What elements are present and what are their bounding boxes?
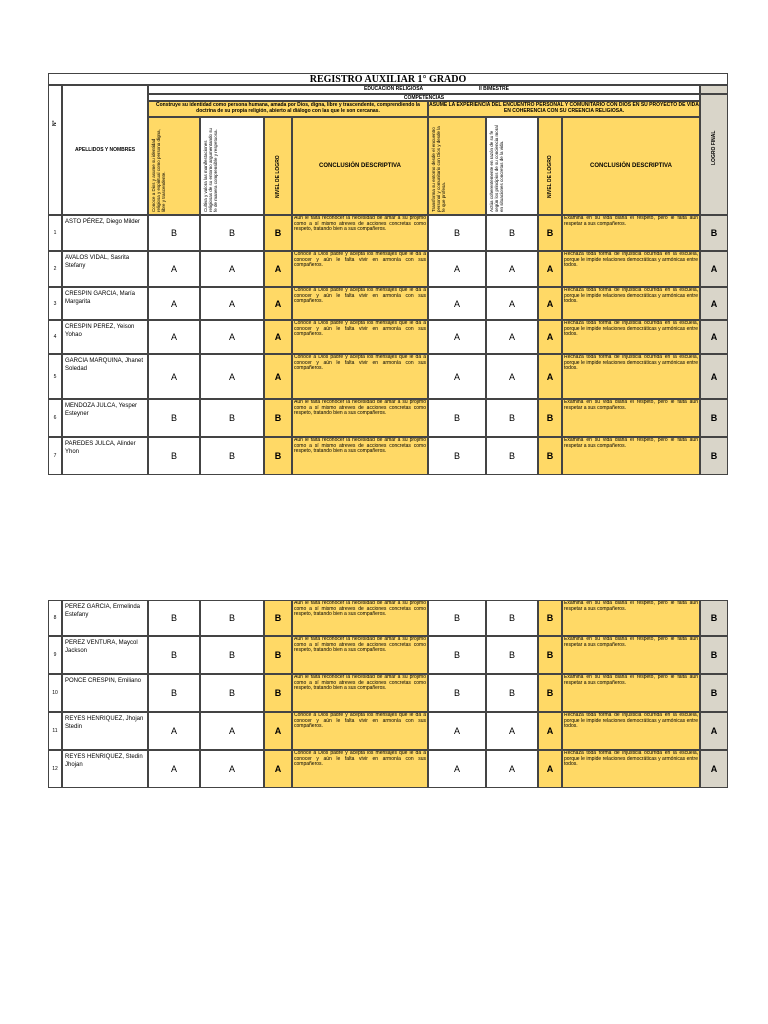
- grade-1a: A: [148, 287, 200, 320]
- nivel-2: B: [538, 399, 562, 437]
- grade-2b: A: [486, 251, 538, 287]
- final-header: LOGRO FINAL: [700, 94, 728, 215]
- student-number: 3: [48, 287, 62, 320]
- nivel-1: B: [264, 437, 292, 475]
- table-row: [48, 320, 728, 354]
- grade-1b: A: [200, 320, 264, 354]
- conclusion-1: Aún le falta reconocer la necesidad de amar a su prójimo como a sí mismo atreves de acciones concretas como respeto, tratando bien a sus compañeros.: [292, 399, 428, 437]
- nivel-1: B: [264, 399, 292, 437]
- nivel-2: A: [538, 251, 562, 287]
- student-number: 9: [48, 636, 62, 674]
- grade-1b: A: [200, 750, 264, 788]
- conclusion-1: Conoce a Dios padre y acepta los mensajes que le da a conocer y aún le falta vivir en armonía con sus compañeros.: [292, 750, 428, 788]
- grade-2b: B: [486, 636, 538, 674]
- grade-1b: B: [200, 215, 264, 251]
- grade-2a: A: [428, 320, 486, 354]
- nivel-1: A: [264, 287, 292, 320]
- names-header: APELLIDOS Y NOMBRES: [62, 85, 148, 215]
- student-name: CRESPIN PEREZ, Yeison Yohao: [62, 320, 148, 354]
- title-row: [48, 73, 728, 85]
- capacity-1a: Conoce a Dios y asume su identidad religiosa y espiritual como persona digna, libre y trascendente.: [148, 117, 200, 215]
- register-sheet-2: [48, 600, 728, 788]
- grade-1b: A: [200, 354, 264, 399]
- nivel-logro-1: NIVEL DE LOGRO: [264, 117, 292, 215]
- nivel-1: B: [264, 674, 292, 712]
- conclusion-1: Conoce a Dios padre y acepta los mensajes que le da a conocer y aún le falta vivir en armonía con sus compañeros.: [292, 354, 428, 399]
- grade-2b: B: [486, 674, 538, 712]
- nivel-2: A: [538, 287, 562, 320]
- student-rows: [48, 215, 728, 475]
- grade-2b: A: [486, 287, 538, 320]
- table-row: [48, 399, 728, 437]
- nivel-2: A: [538, 320, 562, 354]
- student-number: 11: [48, 712, 62, 750]
- grade-1a: B: [148, 399, 200, 437]
- conclusion-1: Aún le falta reconocer la necesidad de amar a su prójimo como a sí mismo atreves de acciones concretas como respeto, tratando bien a sus compañeros.: [292, 674, 428, 712]
- final-grade: A: [700, 750, 728, 788]
- grade-1b: B: [200, 437, 264, 475]
- nivel-1: A: [264, 750, 292, 788]
- student-name: PONCE CRESPIN, Emiliano: [62, 674, 148, 712]
- nivel-1: A: [264, 354, 292, 399]
- student-number: 6: [48, 399, 62, 437]
- grade-2a: B: [428, 600, 486, 636]
- grade-1a: B: [148, 215, 200, 251]
- student-number: 5: [48, 354, 62, 399]
- table-row: [48, 712, 728, 750]
- competency-2: ASUME LA EXPERIENCIA DEL ENCUENTRO PERSONAL Y COMUNITARIO CON DIOS EN SU PROYECTO DE VIDA EN COHERENCIA CON SU CREENCIA RELIGIOSA.: [428, 101, 700, 117]
- student-name: ASTO PÉREZ, Diego Milder: [62, 215, 148, 251]
- student-name: REYES HENRIQUEZ, Jhojan Stedin: [62, 712, 148, 750]
- nivel-2: A: [538, 750, 562, 788]
- grade-2a: A: [428, 251, 486, 287]
- competencias-label: COMPETENCIAS: [148, 94, 700, 101]
- grade-2a: A: [428, 750, 486, 788]
- student-name: PAREDES JULCA, Alinder Yhon: [62, 437, 148, 475]
- table-header: [48, 85, 728, 215]
- conclusion-2: Examina en su vida diaria el respeto, pero le falta aún respetar a sus compañeros.: [562, 600, 700, 636]
- student-name: REYES HENRIQUEZ, Stedin Jhojan: [62, 750, 148, 788]
- grade-2a: A: [428, 712, 486, 750]
- grade-1b: B: [200, 600, 264, 636]
- nivel-2: B: [538, 600, 562, 636]
- grade-2a: B: [428, 636, 486, 674]
- grade-1b: A: [200, 712, 264, 750]
- nivel-2: A: [538, 712, 562, 750]
- table-row: [48, 437, 728, 475]
- student-number: 10: [48, 674, 62, 712]
- conclusion-2: Rechaza toda forma de injusticia ocurrida en la escuela, porque le impide relaciones democráticas y armónicas entre todos.: [562, 320, 700, 354]
- conclusion-1: Aún le falta reconocer la necesidad de amar a su prójimo como a sí mismo atreves de acciones concretas como respeto, tratando bien a sus compañeros.: [292, 215, 428, 251]
- grade-2a: A: [428, 287, 486, 320]
- final-grade: A: [700, 287, 728, 320]
- student-name: AVALOS VIDAL, Sasrita Stefany: [62, 251, 148, 287]
- final-grade: B: [700, 437, 728, 475]
- capacity-1b: Cultiva y valora las manifestaciones religiosas de su entorno argumentando su fe de manera comprensible y respetuosa.: [200, 117, 264, 215]
- conclusion-2: Examina en su vida diaria el respeto, pero le falta aún respetar a sus compañeros.: [562, 636, 700, 674]
- student-number: 7: [48, 437, 62, 475]
- student-number: 1: [48, 215, 62, 251]
- grade-1b: B: [200, 674, 264, 712]
- student-number: 4: [48, 320, 62, 354]
- final-grade: A: [700, 712, 728, 750]
- conclusion-1: Conoce a Dios padre y acepta los mensajes que le da a conocer y aún le falta vivir en armonía con sus compañeros.: [292, 712, 428, 750]
- nivel-2: B: [538, 674, 562, 712]
- grade-2b: A: [486, 750, 538, 788]
- grade-1a: B: [148, 437, 200, 475]
- register-sheet-1: [48, 73, 728, 475]
- grade-1a: A: [148, 712, 200, 750]
- grade-2b: B: [486, 215, 538, 251]
- table-row: [48, 215, 728, 251]
- conclusion-1-header: CONCLUSIÓN DESCRIPTIVA: [292, 117, 428, 215]
- final-grade: B: [700, 600, 728, 636]
- student-name: MENDOZA JULCA, Yesper Esteyner: [62, 399, 148, 437]
- grade-1b: A: [200, 251, 264, 287]
- student-number: 12: [48, 750, 62, 788]
- grade-2b: B: [486, 437, 538, 475]
- nivel-logro-2: NIVEL DE LOGRO: [538, 117, 562, 215]
- table-row: [48, 287, 728, 320]
- conclusion-1: Aún le falta reconocer la necesidad de amar a su prójimo como a sí mismo atreves de acciones concretas como respeto, tratando bien a sus compañeros.: [292, 437, 428, 475]
- final-grade: B: [700, 215, 728, 251]
- number-header: N°: [48, 85, 62, 215]
- nivel-1: A: [264, 320, 292, 354]
- grade-2b: B: [486, 399, 538, 437]
- conclusion-1: Conoce a Dios padre y acepta los mensajes que le da a conocer y aún le falta vivir en armonía con sus compañeros.: [292, 287, 428, 320]
- nivel-1: A: [264, 712, 292, 750]
- nivel-2: B: [538, 636, 562, 674]
- conclusion-2-header: CONCLUSIÓN DESCRIPTIVA: [562, 117, 700, 215]
- capacity-2b: Actúa coherentemente en razón de su fe según los principios de su conciencia moral en situaciones concretas de la vida.: [486, 117, 538, 215]
- student-name: CRESPIN GARCIA, María Margarita: [62, 287, 148, 320]
- table-row: [48, 600, 728, 636]
- grade-1b: B: [200, 399, 264, 437]
- conclusion-2: Examina en su vida diaria el respeto, pero le falta aún respetar a sus compañeros.: [562, 437, 700, 475]
- student-name: PEREZ GARCIA, Ermelinda Estefany: [62, 600, 148, 636]
- final-grade: A: [700, 354, 728, 399]
- grade-1a: B: [148, 600, 200, 636]
- conclusion-2: Rechaza toda forma de injusticia ocurrida en la escuela, porque le impide relaciones democráticas y armónicas entre todos.: [562, 712, 700, 750]
- conclusion-2: Examina en su vida diaria el respeto, pero le falta aún respetar a sus compañeros.: [562, 215, 700, 251]
- grade-2a: B: [428, 215, 486, 251]
- grade-1a: B: [148, 636, 200, 674]
- table-row: [48, 636, 728, 674]
- grade-1a: A: [148, 750, 200, 788]
- table-row: [48, 674, 728, 712]
- final-grade: A: [700, 251, 728, 287]
- grade-2b: A: [486, 320, 538, 354]
- grade-2b: B: [486, 600, 538, 636]
- conclusion-1: Aún le falta reconocer la necesidad de amar a su prójimo como a sí mismo atreves de acciones concretas como respeto, tratando bien a sus compañeros.: [292, 636, 428, 674]
- conclusion-2: Examina en su vida diaria el respeto, pero le falta aún respetar a sus compañeros.: [562, 674, 700, 712]
- term-label: II BIMESTRE: [479, 86, 510, 92]
- grade-2a: A: [428, 354, 486, 399]
- student-number: 8: [48, 600, 62, 636]
- grade-2b: A: [486, 712, 538, 750]
- conclusion-2: Rechaza toda forma de injusticia ocurrida en la escuela, porque le impide relaciones democráticas y armónicas entre todos.: [562, 354, 700, 399]
- table-row: [48, 251, 728, 287]
- student-number: 2: [48, 251, 62, 287]
- grade-2b: A: [486, 354, 538, 399]
- grade-2a: B: [428, 437, 486, 475]
- competency-1: Construye su identidad como persona humana, amada por Dios, digna, libre y trascendente, comprendiendo la doctrina de su propia religión, abierto al diálogo con las que le son cercanas.: [148, 101, 428, 117]
- nivel-1: B: [264, 215, 292, 251]
- grade-1a: A: [148, 251, 200, 287]
- nivel-1: B: [264, 600, 292, 636]
- student-name: GARCIA MARQUINA, Jhanet Soledad: [62, 354, 148, 399]
- nivel-2: B: [538, 215, 562, 251]
- area-label: EDUCACIÓN RELIGIOSA: [364, 86, 424, 92]
- grade-1a: A: [148, 354, 200, 399]
- conclusion-2: Rechaza toda forma de injusticia ocurrida en la escuela, porque le impide relaciones democráticas y armónicas entre todos.: [562, 287, 700, 320]
- final-grade: A: [700, 320, 728, 354]
- grade-1a: A: [148, 320, 200, 354]
- table-row: [48, 354, 728, 399]
- page-title: REGISTRO AUXILIAR 1° GRADO: [48, 73, 728, 85]
- conclusion-2: Examina en su vida diaria el respeto, pero le falta aún respetar a sus compañeros.: [562, 399, 700, 437]
- grade-2a: B: [428, 674, 486, 712]
- conclusion-1: Aún le falta reconocer la necesidad de amar a su prójimo como a sí mismo atreves de acciones concretas como respeto, tratando bien a sus compañeros.: [292, 600, 428, 636]
- student-rows: [48, 600, 728, 788]
- grade-1a: B: [148, 674, 200, 712]
- conclusion-2: Rechaza toda forma de injusticia ocurrida en la escuela, porque le impide relaciones democráticas y armónicas entre todos.: [562, 750, 700, 788]
- nivel-1: A: [264, 251, 292, 287]
- conclusion-1: Conoce a Dios padre y acepta los mensajes que le da a conocer y aún le falta vivir en armonía con sus compañeros.: [292, 320, 428, 354]
- final-grade: B: [700, 674, 728, 712]
- conclusion-2: Rechaza toda forma de injusticia ocurrida en la escuela, porque le impide relaciones democráticas y armónicas entre todos.: [562, 251, 700, 287]
- conclusion-1: Conoce a Dios padre y acepta los mensajes que le da a conocer y aún le falta vivir en armonía con sus compañeros.: [292, 251, 428, 287]
- grade-1b: B: [200, 636, 264, 674]
- nivel-2: B: [538, 437, 562, 475]
- grade-1b: A: [200, 287, 264, 320]
- table-row: [48, 750, 728, 788]
- grade-2a: B: [428, 399, 486, 437]
- final-grade: B: [700, 636, 728, 674]
- nivel-2: A: [538, 354, 562, 399]
- student-name: PEREZ VENTURA, Maycol Jackson: [62, 636, 148, 674]
- nivel-1: B: [264, 636, 292, 674]
- final-grade: B: [700, 399, 728, 437]
- capacity-2a: Transforma su entorno desde el encuentro personal y comunitario con Dios y desde la fe que profesa.: [428, 117, 486, 215]
